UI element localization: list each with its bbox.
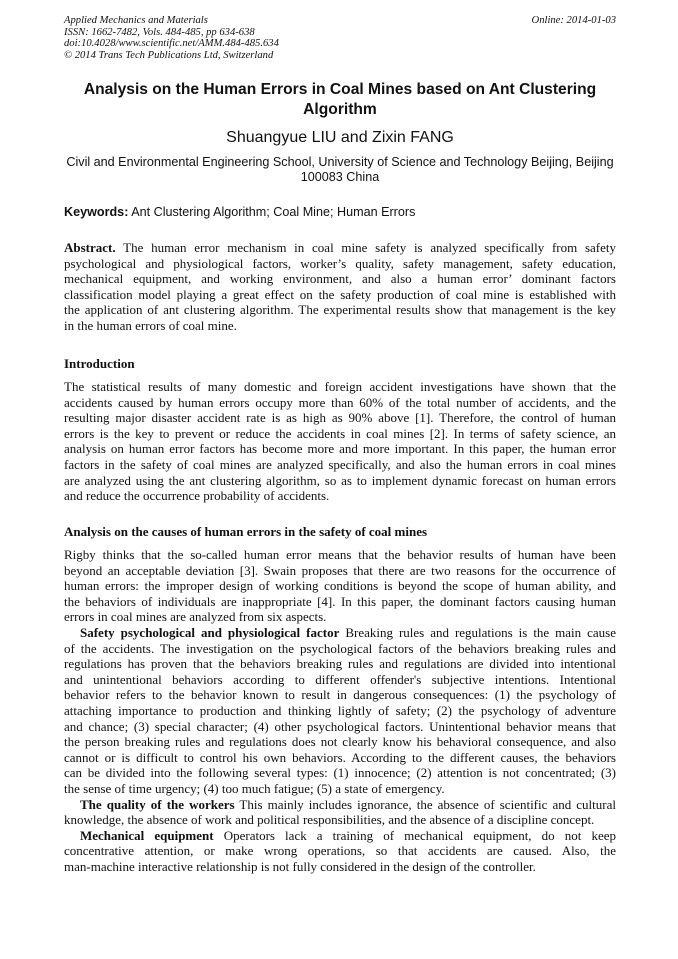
introduction-line: are analyzed using the ant clustering algorithm, so as to implement dynamic forecast on human errors — [64, 472, 616, 488]
keywords-text: Ant Clustering Algorithm; Coal Mine; Human Errors — [131, 205, 416, 219]
quality-label: The quality of the workers — [80, 796, 235, 812]
safety-factor-line: can be divided into the following several types: (1) innocence; (2) attention is not concentrated; (3) — [64, 765, 616, 781]
introduction-line: analysis on human error factors has become more and more important. In this paper, the human error — [64, 441, 616, 457]
abstract-line: mechanical equipment, and working environment, and also a human error’ dominant factors — [64, 271, 616, 287]
safety-factor-line: the person breaking rules and regulations does not clearly know his behavioral consequence, and also — [64, 734, 616, 750]
safety-factor-line: cannot or is difficult to control his own behaviors. According to the different causes, the behaviors — [64, 749, 616, 765]
affiliation — [64, 155, 616, 185]
keywords — [64, 205, 616, 220]
safety-factor-line: Safety psychological and physiological factor Breaking rules and regulations is the main cause — [80, 624, 617, 640]
causes-line: beyond an acceptable deviation [3]. Swain proposes that there are two reasons for the occurrence of — [64, 562, 616, 578]
introduction-body — [64, 379, 616, 504]
causes-body — [64, 547, 616, 874]
copyright: © 2014 Trans Tech Publications Ltd, Switzerland — [64, 49, 274, 61]
mechanical-line: man-machine interactive relationship is not fully considered in the design of the controller. — [64, 858, 536, 874]
mechanical-label: Mechanical equipment — [80, 827, 214, 843]
introduction-line: The statistical results of many domestic and foreign accident investigations have shown that the — [64, 379, 616, 394]
affiliation-line-2: 100083 China — [300, 170, 380, 184]
abstract-label: Abstract. — [64, 240, 116, 255]
introduction-line: errors is the key to prevent or reduce the accidents in coal mines [2]. In terms of safety science, an — [64, 425, 616, 441]
issn: ISSN: 1662-7482, Vols. 484-485, pp 634-638 — [64, 26, 255, 38]
causes-line: human errors: the improper design of working conditions is beyond the scope of human ability, and — [64, 578, 616, 594]
affiliation-line-1: Civil and Environmental Engineering School, University of Science and Technology Beijing, Beijing — [66, 155, 614, 169]
journal-name: Applied Mechanics and Materials — [64, 15, 208, 26]
paper-title — [64, 80, 616, 120]
introduction-line: accidents caused by human errors occupy more than 60% of the total number of accidents, and the — [64, 394, 616, 410]
keywords-label: Keywords: — [64, 205, 129, 219]
introduction-line: resulting major disaster accident rate is as high as 90% above [1]. Therefore, the control of human — [64, 410, 616, 426]
quality-line: The quality of the workers This mainly includes ignorance, the absence of scientific and cultural — [80, 796, 616, 812]
safety-factor-line: of the accidents. The investigation on the psychological factors of the behaviors breaking rules and — [64, 640, 616, 656]
title-line-2: Algorithm — [303, 101, 377, 118]
safety-factor-line: behavior refers to the behavior known to result in dangerous consequences: (1) the psychology of — [64, 687, 616, 703]
title-line-1: Analysis on the Human Errors in Coal Mines based on Ant Clustering — [83, 81, 597, 98]
online-date: Online: 2014-01-03 — [531, 15, 616, 26]
safety-factor-line: and chance; (3) special character; (4) other psychological factors. Unintentional behavior means that — [64, 718, 616, 734]
introduction-line: factors in the safety of coal mines are analyzed specifically, and also the human errors in coal mines — [64, 456, 616, 472]
safety-factor-line: and unintentional behaviors according to different offender's subjective intentions. Intentional — [64, 671, 616, 687]
abstract — [64, 240, 616, 334]
introduction-line: and reduce the occurrence probability of accidents. — [64, 488, 330, 504]
introduction-heading: Introduction — [64, 356, 135, 371]
abstract-line: classification model playing a great effect on the safety production of coal mine is established with — [64, 286, 616, 302]
doi: doi:10.4028/www.scientific.net/AMM.484-485.634 — [64, 38, 279, 50]
safety-factor-line: the sense of time urgency; (4) too much fatigue; (5) a state of emergency. — [64, 780, 445, 796]
abstract-line: the application of ant clustering algorithm. The experimental results show that management is the key — [64, 302, 616, 318]
safety-factor-label: Safety psychological and physiological factor — [80, 624, 340, 640]
causes-line: Rigby thinks that the so-called human error means that the behavior results of human have been — [64, 547, 616, 562]
abstract-line: psychological and physiological factors, worker’s quality, safety management, safety education, — [64, 255, 616, 271]
mechanical-line: Mechanical equipment Operators lack a training of mechanical equipment, do not keep — [80, 827, 617, 843]
journal-metadata — [64, 15, 616, 61]
safety-factor-line: attaching importance to production and thinking lightly of safety; (2) the psychology of adventure — [64, 702, 616, 718]
causes-line: errors in coal mines are analyzed from six aspects. — [64, 609, 327, 625]
abstract-line: Abstract. The human error mechanism in coal mine safety is analyzed specifically from safety — [64, 240, 616, 255]
safety-factor-line: regulations has proven that the behaviors breaking rules and regulations are divided into intentional — [64, 656, 616, 672]
causes-heading: Analysis on the causes of human errors in the safety of coal mines — [64, 524, 428, 539]
abstract-line: in the human errors of coal mine. — [64, 317, 237, 333]
causes-line: the behaviors of individuals are inappropriate [4]. In this paper, the dominant factors causing human — [64, 593, 616, 609]
quality-line: knowledge, the absence of work and political responsibilities, and the absence of a discipline concept. — [64, 812, 595, 828]
authors: Shuangyue LIU and Zixin FANG — [226, 129, 454, 146]
mechanical-line: concentrative attention, or make wrong operations, so that accidents are caused. Also, the — [64, 843, 616, 859]
